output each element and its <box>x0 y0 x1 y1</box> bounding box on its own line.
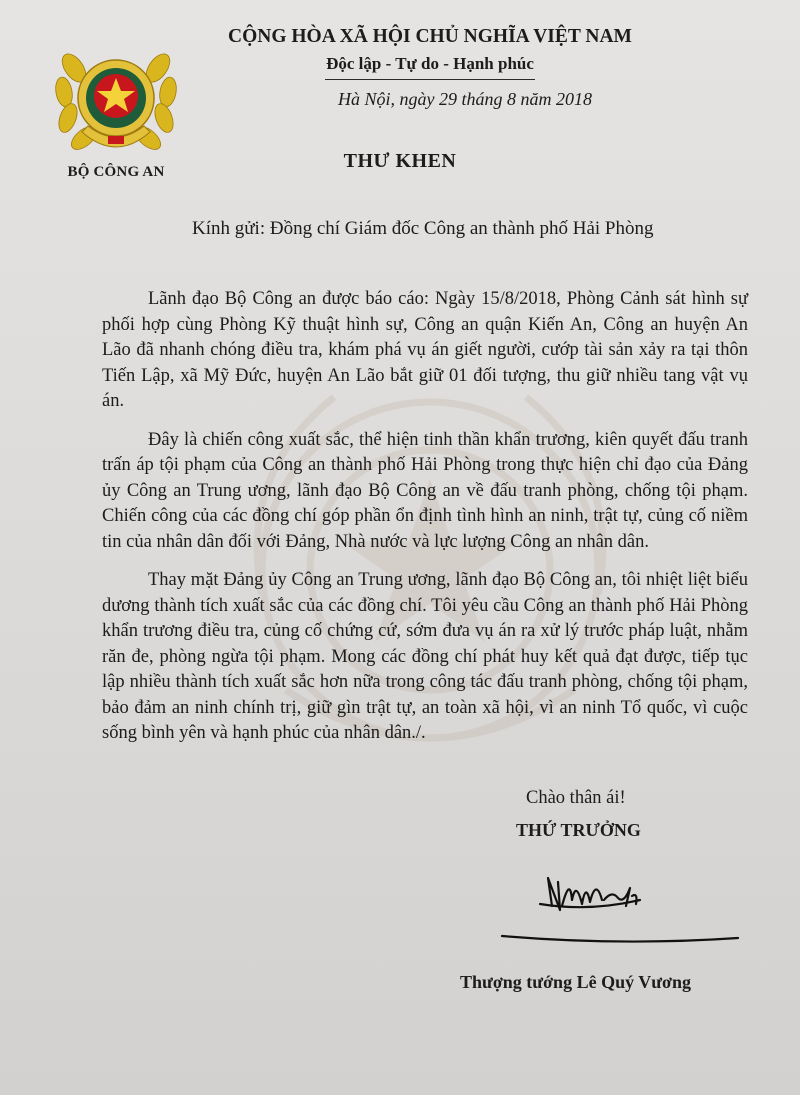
document-title: THƯ KHEN <box>343 150 457 172</box>
signer-position: THỨ TRƯỞNG <box>516 820 641 840</box>
body-paragraph: Lãnh đạo Bộ Công an được báo cáo: Ngày 15/8/2018, Phòng Cảnh sát hình sự phối hợp cùng Phòng Kỹ thuật hình sự, Công an quận Kiến An, Công an huyện An Lão đã nhanh chóng điều tra, khám phá vụ án giết người, cướp tài sản xảy ra tại thôn Tiến Lập, xã Mỹ Đức, huyện An Lão bắt giữ 01 đối tượng, thu giữ nhiều tang vật vụ án. <box>102 289 748 411</box>
closing-greeting: Chào thân ái! <box>526 788 626 808</box>
letter-body <box>102 287 748 760</box>
police-emblem-icon <box>48 40 184 162</box>
recipient-line: Kính gửi: Đồng chí Giám đốc Công an thành phố Hải Phòng <box>192 218 654 239</box>
national-title: CỘNG HÒA XÃ HỘI CHỦ NGHĨA VIỆT NAM <box>228 26 632 47</box>
signer-name: Thượng tướng Lê Quý Vương <box>460 972 692 992</box>
place-date: Hà Nội, ngày 29 tháng 8 năm 2018 <box>338 89 592 109</box>
national-motto: Độc lập - Tự do - Hạnh phúc <box>326 54 534 73</box>
body-paragraph: Thay mặt Đảng ủy Công an Trung ương, lãnh đạo Bộ Công an, tôi nhiệt liệt biểu dương thành tích xuất sắc của các đồng chí. Tôi yêu cầu Công an thành phố Hải Phòng khẩn trương điều tra, củng cố chứng cứ, sớm đưa vụ án ra xử lý trước pháp luật, nhằm răn đe, phòng ngừa tội phạm. Mong các đồng chí phát huy kết quả đạt được, tiếp tục lập nhiều thành tích xuất sắc hơn nữa trong công tác đấu tranh phòng, chống tội phạm, bảo đảm an ninh chính trị, giữ gìn trật tự, an toàn xã hội, vì an ninh Tổ quốc, vì cuộc sống bình yên và hạnh phúc của nhân dân./. <box>102 570 748 743</box>
body-paragraph: Đây là chiến công xuất sắc, thể hiện tinh thần khẩn trương, kiên quyết đấu tranh trấn áp tội phạm của Công an thành phố Hải Phòng trong thực hiện chỉ đạo của Đảng ủy Công an Trung ương, lãnh đạo Bộ Công an về đấu tranh phòng, chống tội phạm. Chiến công của các đồng chí góp phần ổn định tình hình an ninh, trật tự, củng cố niềm tin của nhân dân đối với Đảng, Nhà nước và lực lượng Công an nhân dân. <box>102 429 748 552</box>
agency-name: BỘ CÔNG AN <box>67 164 165 180</box>
motto-underline <box>325 79 535 80</box>
handwritten-signature <box>500 866 740 956</box>
